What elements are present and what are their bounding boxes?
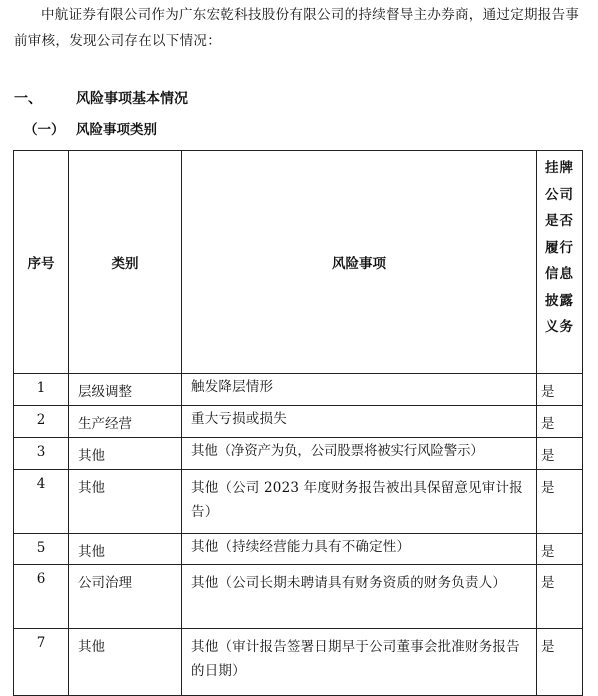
table-row bbox=[14, 629, 583, 696]
cell-category: 其他 bbox=[69, 470, 182, 534]
cell-item: 重大亏损或损失 bbox=[182, 406, 537, 438]
cell-disclose: 是 bbox=[537, 374, 583, 406]
cell-seq: 1 bbox=[14, 374, 69, 406]
cell-item: 触发降层情形 bbox=[182, 374, 537, 406]
cell-seq: 5 bbox=[14, 534, 69, 565]
table-row bbox=[14, 438, 583, 470]
intro-paragraph: 中航证券有限公司作为广东宏乾科技股份有限公司的持续督导主办券商，通过定期报告事前审核，发现公司存在以下情况： bbox=[14, 7, 580, 49]
table-row bbox=[14, 534, 583, 565]
subsection-number: （一） bbox=[24, 122, 65, 138]
cell-item: 其他（公司长期未聘请具有财务资质的财务负责人） bbox=[182, 565, 537, 629]
cell-category: 生产经营 bbox=[69, 406, 182, 438]
cell-category: 其他 bbox=[69, 438, 182, 470]
header-disclose-text: 挂牌公司是否履行信息披露义务 bbox=[545, 160, 574, 335]
risk-items-table bbox=[13, 150, 583, 696]
cell-disclose: 是 bbox=[537, 406, 583, 438]
cell-item: 其他（持续经营能力具有不确定性） bbox=[182, 534, 537, 565]
table-row bbox=[14, 470, 583, 534]
table-row bbox=[14, 406, 583, 438]
cell-item: 其他（净资产为负，公司股票将被实行风险警示） bbox=[182, 438, 537, 470]
section-number: 一、 bbox=[14, 91, 42, 107]
cell-seq: 6 bbox=[14, 565, 69, 629]
cell-category: 层级调整 bbox=[69, 374, 182, 406]
subsection-title: 风险事项类别 bbox=[76, 122, 157, 138]
cell-category: 其他 bbox=[69, 629, 182, 696]
cell-disclose: 是 bbox=[537, 629, 583, 696]
cell-disclose: 是 bbox=[537, 470, 583, 534]
header-item: 风险事项 bbox=[182, 151, 537, 374]
subsection-heading bbox=[24, 118, 157, 138]
table-header-row bbox=[14, 151, 583, 374]
cell-item: 其他（审计报告签署日期早于公司董事会批准财务报告的日期） bbox=[182, 629, 537, 696]
cell-category: 公司治理 bbox=[69, 565, 182, 629]
cell-category: 其他 bbox=[69, 534, 182, 565]
cell-disclose: 是 bbox=[537, 565, 583, 629]
cell-item: 其他（公司 2023 年度财务报告被出具保留意见审计报告） bbox=[182, 470, 537, 534]
cell-seq: 7 bbox=[14, 629, 69, 696]
header-seq: 序号 bbox=[14, 151, 69, 374]
section-title: 风险事项基本情况 bbox=[76, 91, 188, 107]
header-disclose bbox=[537, 151, 583, 374]
section-heading bbox=[14, 88, 188, 108]
cell-seq: 3 bbox=[14, 438, 69, 470]
table-row bbox=[14, 565, 583, 629]
table-row bbox=[14, 374, 583, 406]
cell-disclose: 是 bbox=[537, 534, 583, 565]
cell-seq: 2 bbox=[14, 406, 69, 438]
cell-disclose: 是 bbox=[537, 438, 583, 470]
cell-seq: 4 bbox=[14, 470, 69, 534]
header-category: 类别 bbox=[69, 151, 182, 374]
